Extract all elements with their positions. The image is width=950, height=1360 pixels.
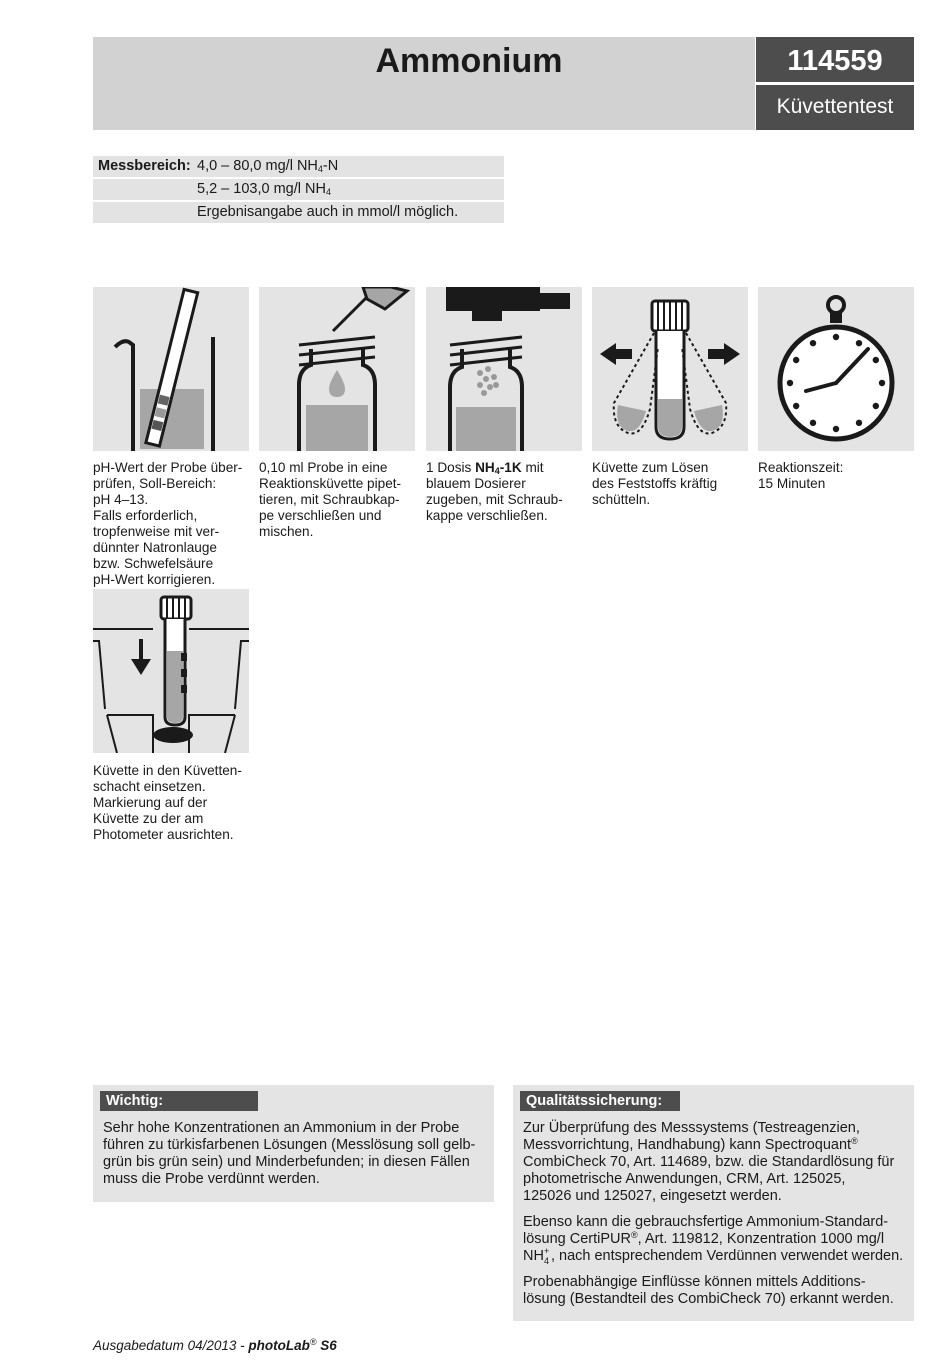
important-text: Sehr hohe Konzentrationen an Ammonium in der Probe führen zu türkisfarbenen Lösungen (Messlösung soll gelb- grün bis grün sein) und Minderbefunden; in diesen Fällen muss die Probe verdünnt werden. <box>103 1120 476 1187</box>
measuring-range-row-1 <box>93 156 504 177</box>
watch-tick <box>793 403 799 409</box>
step2-illustration <box>259 287 415 451</box>
footer: Ausgabedatum 04/2013 - photoLab® S6 <box>93 1337 337 1353</box>
watch-tick <box>873 403 879 409</box>
article-number: 114559 <box>756 37 914 82</box>
measuring-range-row-2 <box>93 179 504 200</box>
watch-tick <box>879 380 885 386</box>
page-title: Ammonium <box>375 42 563 80</box>
important-box <box>93 1085 494 1202</box>
measuring-range-value-1: 4,0 – 80,0 mg/l $NH_4-N$ <box>197 158 339 174</box>
quality-heading: Qualitätssicherung: <box>520 1091 680 1111</box>
quality-paragraph-3: Probenabhängige Einflüsse können mittels Additions- lösung (Bestandteil des CombiCheck 70) erkannt werden. <box>523 1274 894 1307</box>
watch-tick <box>873 357 879 363</box>
watch-tick <box>787 380 793 386</box>
watch-tick <box>856 420 862 426</box>
step6-illustration <box>93 589 249 753</box>
measuring-range-row-3 <box>93 202 504 223</box>
quality-text <box>523 1120 903 1317</box>
measuring-range-label: Messbereich: <box>98 158 191 174</box>
quality-box <box>513 1085 914 1321</box>
watch-tick <box>833 426 839 432</box>
quality-paragraph-2: Ebenso kann die gebrauchsfertige Ammonium-Standard- lösung CertiPUR®, Art. 119812, Konzentration 1000 mg/l NH + 4 , nach entsprechendem Verdünnen verwendet werden. <box>523 1214 904 1266</box>
measuring-range-note: Ergebnisangabe auch in mmol/l möglich. <box>197 204 459 220</box>
step4-illustration <box>592 287 748 451</box>
step3-illustration <box>426 287 582 451</box>
watch-tick <box>833 334 839 340</box>
step5-illustration <box>758 287 914 451</box>
test-type-label: Küvettentest <box>756 85 914 130</box>
watch-tick <box>856 340 862 346</box>
quality-paragraph-1: Zur Überprüfung des Messsystems (Testreagenzien, Messvorrichtung, Handhabung) kann Spectroquant® CombiCheck 70, Art. 114689, bzw. die Standardlösung für photometrische Anwendungen, CRM, Art. 125025, 125026 und 125027, eingesetzt werden. <box>523 1120 895 1204</box>
step2-caption: 0,10 ml Probe in eine Reaktionsküvette pipet- tieren, mit Schraubkap- pe verschließen und mischen. <box>259 460 402 539</box>
measuring-range-value-2: 5,2 – 103,0 mg/l $NH_4$ <box>197 181 331 197</box>
watch-tick <box>810 340 816 346</box>
step4-caption: Küvette zum Lösen des Feststoffs kräftig schütteln. <box>592 460 718 507</box>
step1-illustration <box>93 287 249 451</box>
step5-caption: Reaktionszeit: 15 Minuten <box>758 460 844 491</box>
reagent-name: $NH_4-1K$ <box>475 460 522 476</box>
step1-caption: pH-Wert der Probe über- prüfen, Soll-Bereich: pH 4–13. Falls erforderlich, tropfenweise mit ver- dünnter Natronlauge bzw. Schwefelsäure pH-Wert korrigieren. <box>93 460 243 587</box>
step6-caption: Küvette in den Küvetten- schacht einsetzen. Markierung auf der Küvette zu der am Photometer ausrichten. <box>93 763 242 842</box>
step3-caption: 1 Dosis $NH_4-1K$ mit blauem Dosierer zugeben, mit Schraub- kappe verschließen. <box>426 460 563 523</box>
watch-tick <box>793 357 799 363</box>
important-heading: Wichtig: <box>100 1091 258 1111</box>
watch-tick <box>810 420 816 426</box>
